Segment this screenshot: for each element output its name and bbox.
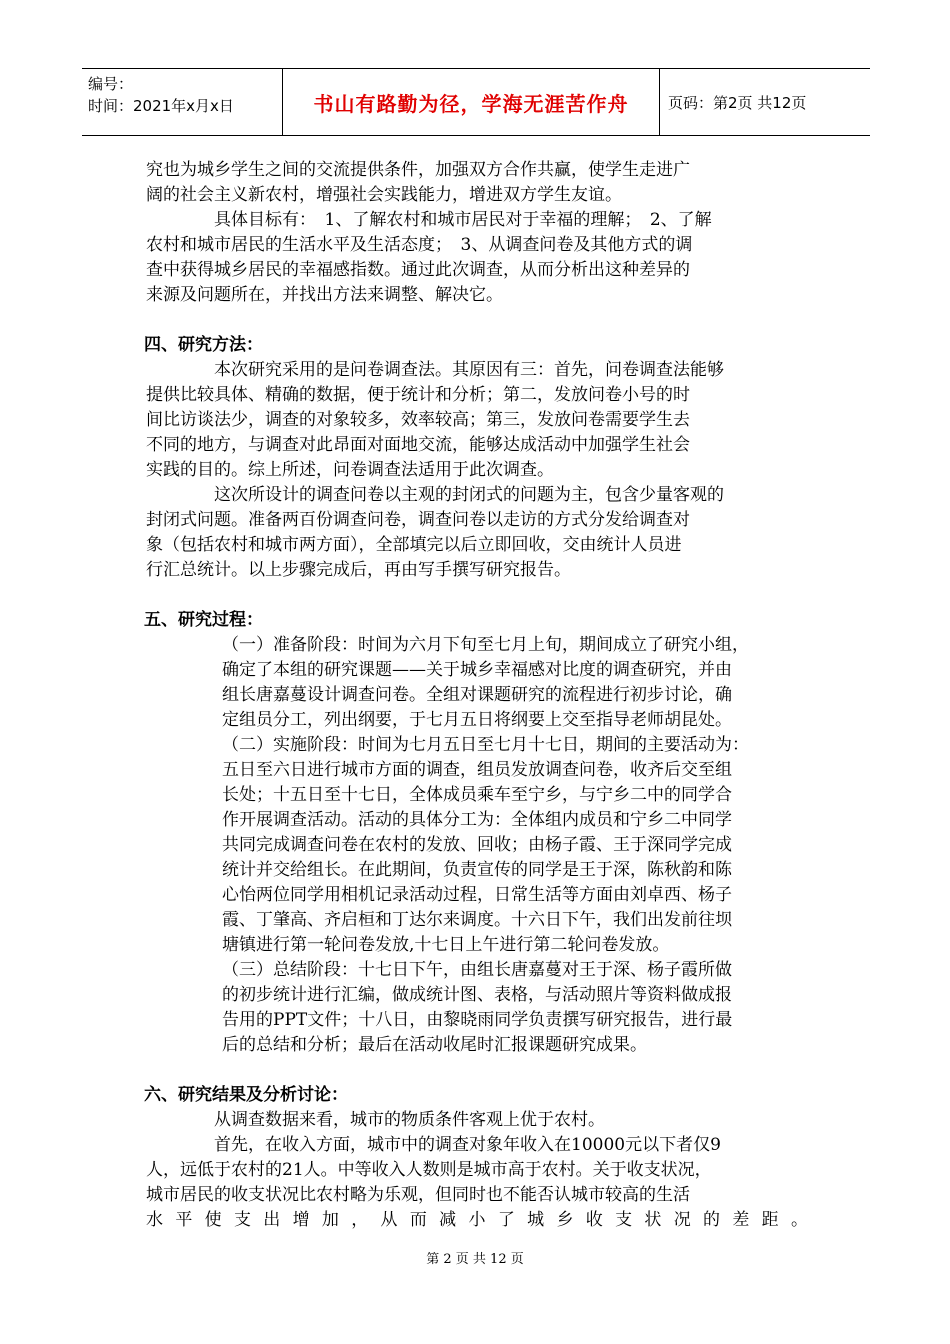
text-line: 统计并交给组长。在此期间，负责宣传的同学是王于深，陈秋韵和陈 [222,860,732,880]
text-line: 具体目标有： 1、了解农村和城市居民对于幸福的理解； 2、了解 [214,210,712,230]
text-line: 组长唐嘉蔓设计调查问卷。全组对课题研究的流程进行初步讨论，确 [222,685,732,705]
paragraph [146,1133,808,1233]
section-heading: 五、研究过程： [144,610,263,630]
text-line: 不同的地方，与调查对此昂面对面地交流，能够达成活动中加强学生社会 [146,435,690,455]
text-line: 农村和城市居民的生活水平及生活态度； 3、从调查问卷及其他方式的调 [146,235,693,255]
text-line: 来源及问题所在，并找出方法来调整、解决它。 [146,285,503,305]
document-number-label: 编号： [88,75,134,93]
paragraph [146,958,808,1058]
text-line: 究也为城乡学生之间的交流提供条件，加强双方合作共赢，使学生走进广 [146,160,690,180]
text-line: 城市居民的收支状况比农村略为乐观，但同时也不能否认城市较高的生活 [146,1185,690,1205]
text-line: 首先，在收入方面，城市中的调查对象年收入在10000元以下者仅9 [214,1135,721,1155]
paragraph [146,158,808,208]
paragraph [146,483,808,583]
document-body [146,158,808,1233]
text-line: （一）准备阶段：时间为六月下旬至七月上旬，期间成立了研究小组， [222,635,749,655]
text-line: 阔的社会主义新农村，增强社会实践能力，增进双方学生友谊。 [146,185,622,205]
header-meta [82,69,282,135]
text-line: 共同完成调查问卷在农村的发放、回收；由杨子霞、王于深同学完成 [222,835,732,855]
paragraph [146,208,808,308]
paragraph [146,633,808,733]
text-line: 作开展调查活动。活动的具体分工为：全体组内成员和宁乡二中同学 [222,810,732,830]
text-line: 这次所设计的调查问卷以主观的封闭式的问题为主，包含少量客观的 [214,485,724,505]
text-line: 长处；十五日至十七日，全体成员乘车至宁乡，与宁乡二中的同学合 [222,785,732,805]
text-line: 封闭式问题。准备两百份调查问卷，调查问卷以走访的方式分发给调查对 [146,510,690,530]
text-line: 塘镇进行第一轮问卷发放,十七日上午进行第二轮问卷发放。 [222,935,670,955]
text-line: 心怡两位同学用相机记录活动过程，日常生活等方面由刘卓西、杨子 [222,885,732,905]
document-date: 时间：2021年x月x日 [88,97,234,115]
text-line: 定组员分工，列出纲要，于七月五日将纲要上交至指导老师胡昆处。 [222,710,732,730]
text-line: 行汇总统计。以上步骤完成后，再由写手撰写研究报告。 [146,560,571,580]
header-motto: 书山有路勤为径，学海无涯苦作舟 [313,91,629,116]
text-line: 确定了本组的研究课题——关于城乡幸福感对比度的调查研究，并由 [222,660,732,680]
header-page-info-cell [660,69,870,135]
text-line: 本次研究采用的是问卷调查法。其原因有三：首先，问卷调查法能够 [214,360,724,380]
text-line: 霞、丁肇高、齐启桓和丁达尔来调度。十六日下午，我们出发前往坝 [222,910,732,930]
text-line: 的初步统计进行汇编，做成统计图、表格，与活动照片等资料做成报 [222,985,732,1005]
text-line: 后的总结和分析；最后在活动收尾时汇报课题研究成果。 [222,1035,647,1055]
page-header [82,68,870,136]
text-line: 间比访谈法少，调查的对象较多，效率较高；第三，发放问卷需要学生去 [146,410,690,430]
paragraph [146,1108,808,1133]
header-motto-cell [282,69,660,135]
text-line: 从调查数据来看，城市的物质条件客观上优于农村。 [214,1110,605,1130]
page-footer: 第 2 页 共 12 页 [426,1252,524,1267]
text-line: （二）实施阶段：时间为七月五日至七月十七日，期间的主要活动为： [222,735,749,755]
text-line: 实践的目的。综上所述，问卷调查法适用于此次调查。 [146,460,554,480]
paragraph [146,733,808,958]
section-heading: 四、研究方法： [144,335,263,355]
header-page-info: 页码：第2页 共12页 [668,93,807,112]
text-line: 告用的PPT文件；十八日，由黎晓雨同学负责撰写研究报告，进行最 [222,1010,733,1030]
section-heading: 六、研究结果及分析讨论： [144,1085,348,1105]
text-line: （三）总结阶段：十七日下午，由组长唐嘉蔓对王于深、杨子霞所做 [222,960,732,980]
text-line: 人，远低于农村的21人。中等收入人数则是城市高于农村。关于收支状况， [146,1160,712,1180]
text-line: 象（包括农村和城市两方面），全部填完以后立即回收，交由统计人员进 [146,535,682,555]
paragraph [146,358,808,483]
text-line: 提供比较具体、精确的数据，便于统计和分析；第二，发放问卷小号的时 [146,385,690,405]
text-line: 查中获得城乡居民的幸福感指数。通过此次调查，从而分析出这种差异的 [146,260,690,280]
text-line: 五日至六日进行城市方面的调查，组员发放调查问卷，收齐后交至组 [222,760,732,780]
text-line: 水平使支出增加，从而减小了城乡收支状况的差距。 [146,1210,808,1230]
